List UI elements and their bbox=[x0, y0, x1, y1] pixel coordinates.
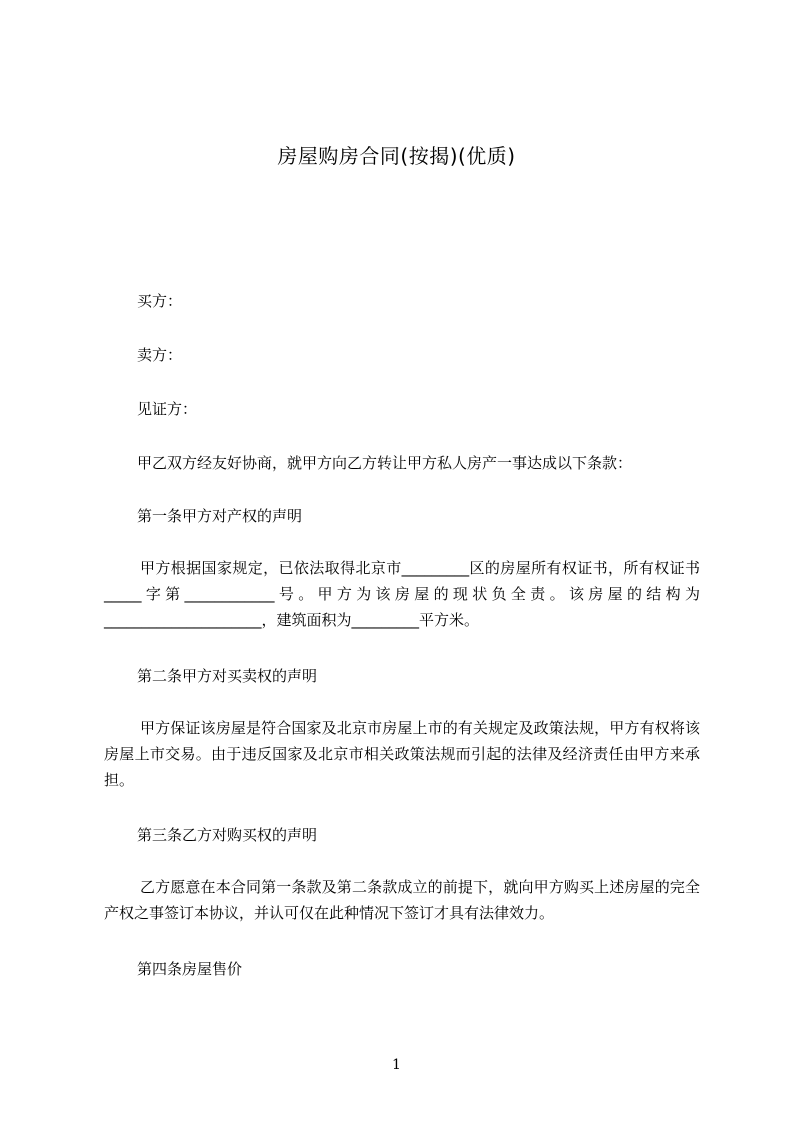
intro-paragraph: 甲乙双方经友好协商，就甲方向乙方转让甲方私人房产一事达成以下条款： bbox=[137, 454, 633, 472]
article-3-text: 乙方愿意在本合同第一条款及第二条款成立的前提下，就向甲方购买上述房屋的完全产权之事签订本协议，并认可仅在此种情况下签订才具有法律效力。 bbox=[104, 878, 700, 922]
article-1-text: 甲方根据国家规定，已依法取得北京市_________区的房屋所有权证书，所有权证书_____字第____________号。甲方为该房屋的现状负全责。该房屋的结构为_____________________，建筑面积为_________平方米。 bbox=[104, 559, 700, 629]
article-2-heading: 第二条甲方对买卖权的声明 bbox=[137, 667, 318, 685]
witness-label: 见证方： bbox=[137, 400, 198, 418]
page-number: 1 bbox=[392, 1057, 401, 1073]
article-3-heading: 第三条乙方对购买权的声明 bbox=[137, 826, 318, 844]
seller-label: 卖方： bbox=[137, 346, 183, 364]
article-1-heading: 第一条甲方对产权的声明 bbox=[137, 507, 303, 525]
buyer-label: 买方： bbox=[137, 292, 183, 310]
document-title: 房屋购房合同(按揭)(优质) bbox=[277, 144, 516, 168]
article-4-heading: 第四条房屋售价 bbox=[137, 960, 243, 978]
article-2-text: 甲方保证该房屋是符合国家及北京市房屋上市的有关规定及政策法规，甲方有权将该房屋上市交易。由于违反国家及北京市相关政策法规而引起的法律及经济责任由甲方来承担。 bbox=[104, 719, 700, 789]
